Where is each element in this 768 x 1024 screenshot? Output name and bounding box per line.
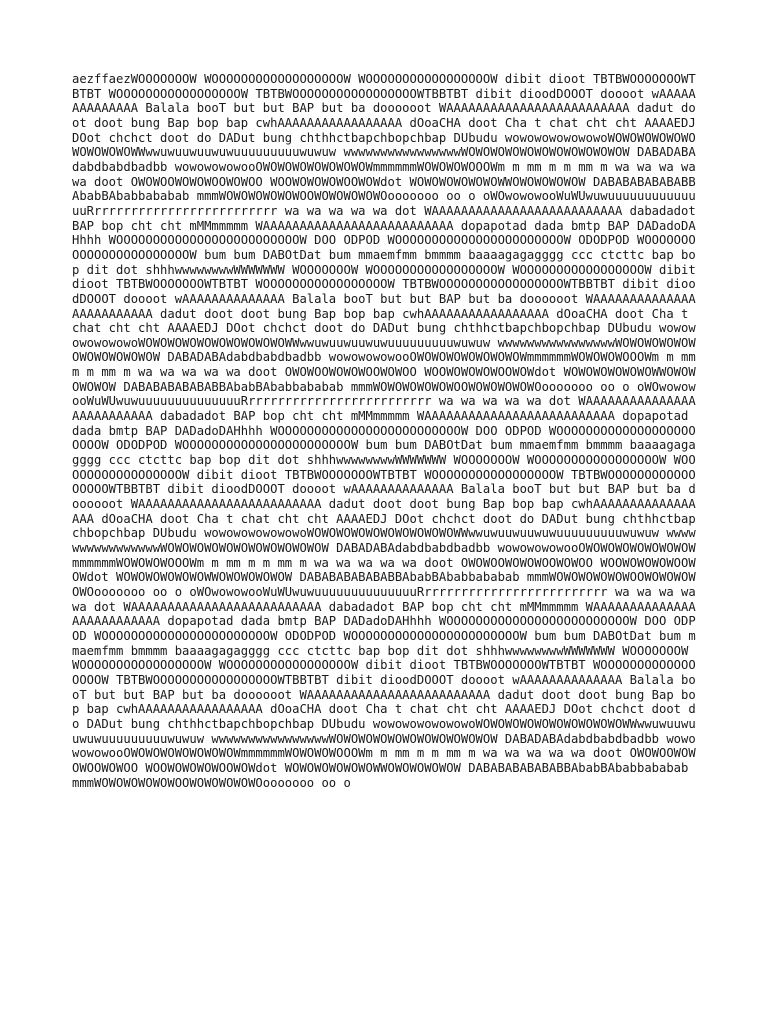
body-text: aezffaezWOOOOOOOW WOOOOOOOOOOOOOOOOOOW WOOOOOOOOOOOOOOOOOW dibit dioot TBTBWOOOOOOOWTBTBT WOOOOOOOOOOOOOOOOOW TBTBWOOOOOOOOOOOOOOOOOWTBBTBT dibit dioodDOOOT doooot wAAAAAAAAAAAAAA Balala booT but but BAP but ba doooooot WAAAAAAAAAAAAAAAAAAAAAAAAA dadut doot doot bung Bap bop bap cwhAAAAAAAAAAAAAAAAA dOoaCHA doot Cha t chat cht cht AAAAEDJ DOot chchct doot do DADut bung chthhctbapchbopchbap DUbudu wowowowowowowoWOWOWOWOWOWOWOWOWOWOWWwwuwuuwuuwuwuuuuuuuuuwuwuw wwwwwwwwwwwwwwwwWOWOWOWOWOWOWOWOWOWOWOW DABADABAdabdbabdbadbb wowowowowooOWOWOWOWOWOWOWOWmmmmmmWOWOWOWOOOWm m mm m m mm m wa wa wa wa wa doot OWOWOOWOWOWOOWOWOO WOOWOWOWOWOOWOWdot WOWOWOWOWOWOWWOWOWOWOWOW DABABABABABABBAbabBAbabbababab mmmWOWOWOWOWOWOOWOWOWOWOWOooooooo oo o oWOwowowooWuWUwuwuuuuuuuuuuuuuuRrrrrrrrrrrrrrrrrrrrrrrrrr wa wa wa wa wa dot WAAAAAAAAAAAAAAAAAAAAAAAAAA dabadadot BAP bop cht cht mMMmmmmm WAAAAAAAAAAAAAAAAAAAAAAAAAA dopapotad dada bmtp BAP DADadoDAHhhh WOOOOOOOOOOOOOOOOOOOOOOOOOW DOO ODPOD WOOOOOOOOOOOOOOOOOOOOOOOW ODODPOD WOOOOOOOOOOOOOOOOOOOOOOOW bum bum DABOtDat bum mmaemfmm bmmmm baaaagagagggg ccc ctcttc bap bop dit dot shhhwwwwwwwwWWWWWWW WOOOOOOOW WOOOOOOOOOOOOOOOOOW WOOOOOOOOOOOOOOOOOW dibit dioot TBTBWOOOOOOOWTBTBT WOOOOOOOOOOOOOOOOOW TBTBWOOOOOOOOOOOOOOOOOWTBBTBT dibit dioodDOOOT doooot wAAAAAAAAAAAAAA Balala booT but but BAP but ba doooooot WAAAAAAAAAAAAAAAAAAAAAAAAA dadut doot doot bung Bap bop bap cwhAAAAAAAAAAAAAAAAA dOoaCHA doot Cha t chat cht cht AAAAEDJ DOot chchct doot do DADut bung chthhctbapchbopchbap DUbudu wowowowowowowoWOWOWOWOWOWOWOWOWOWOWWwwuwuuwuuwuwuuuuuuuuuwuwuw wwwwwwwwwwwwwwwwWOWOWOWOWOWOWOWOWOWOWOW DABADABAdabdbabdbadbb wowowowowooOWOWOWOWOWOWOWOWmmmmmmWOWOWOWOOOWm m mm m m mm m wa wa wa wa wa doot OWOWOOWOWOWOOWOWOO WOOWOWOWOWOOWOWdot WOWOWOWOWOWOWWOWOWOWOWOW DABABABABABABBAbabBAbabbababab mmmWOWOWOWOWOWOOWOWOWOWOWOooooooo oo o oWOwowowooWuWUwuwuuuuuuuuuuuuuuRrrrrrrrrrrrrrrrrrrrrrrrrr wa wa wa wa wa dot WAAAAAAAAAAAAAAAAAAAAAAAAAA dabadadot BAP bop cht cht mMMmmmmm WAAAAAAAAAAAAAAAAAAAAAAAAAA dopapotad dada bmtp BAP DADadoDAHhhh WOOOOOOOOOOOOOOOOOOOOOOOOOW DOO ODPOD WOOOOOOOOOOOOOOOOOOOOOOOW ODODPOD WOOOOOOOOOOOOOOOOOOOOOOOW bum bum DABOtDat bum mmaemfmm bmmmm baaaagagagggg ccc ctcttc bap bop dit dot shhhwwwwwwwwWWWWWWW WOOOOOOOW WOOOOOOOOOOOOOOOOOW WOOOOOOOOOOOOOOOOOW dibit dioot TBTBWOOOOOOOWTBTBT WOOOOOOOOOOOOOOOOOW TBTBWOOOOOOOOOOOOOOOOOWTBBTBT dibit dioodDOOOT doooot wAAAAAAAAAAAAAA Balala booT but but BAP but ba doooooot WAAAAAAAAAAAAAAAAAAAAAAAAA dadut doot doot bung Bap bop bap cwhAAAAAAAAAAAAAAAAA dOoaCHA doot Cha t chat cht cht AAAAEDJ DOot chchct doot do DADut bung chthhctbapchbopchbap DUbudu wowowowowowowoWOWOWOWOWOWOWOWOWOWOWWwwuwuuwuuwuwuuuuuuuuuwuwuw wwwwwwwwwwwwwwwwWOWOWOWOWOWOWOWOWOWOWOW DABADABAdabdbabdbadbb wowowowowooOWOWOWOWOWOWOWOWmmmmmmWOWOWOWOOOWm m mm m m mm m wa wa wa wa wa doot OWOWOOWOWOWOOWOWOO WOOWOWOWOWOOWOWdot WOWOWOWOWOWOWWOWOWOWOWOW DABABABABABABBAbabBAbabbababab mmmWOWOWOWOWOWOOWOWOWOWOWOooooooo oo o oWOwowowooWuWUwuwuuuuuuuuuuuuuuRrrrrrrrrrrrrrrrrrrrrrrrrr wa wa wa wa wa dot WAAAAAAAAAAAAAAAAAAAAAAAAAA dabadadot BAP bop cht cht mMMmmmmm WAAAAAAAAAAAAAAAAAAAAAAAAAA dopapotad dada bmtp BAP DADadoDAHhhh WOOOOOOOOOOOOOOOOOOOOOOOOOW DOO ODPOD WOOOOOOOOOOOOOOOOOOOOOOOW ODODPOD WOOOOOOOOOOOOOOOOOOOOOOOW bum bum DABOtDat bum mmaemfmm bmmmm baaaagagagggg ccc ctcttc bap bop dit dot shhhwwwwwwwwWWWWWWW WOOOOOOOW WOOOOOOOOOOOOOOOOOW WOOOOOOOOOOOOOOOOOW dibit dioot TBTBWOOOOOOOWTBTBT WOOOOOOOOOOOOOOOOOW TBTBWOOOOOOOOOOOOOOOOOWTBBTBT dibit dioodDOOOT doooot wAAAAAAAAAAAAAA Balala booT but but BAP but ba doooooot WAAAAAAAAAAAAAAAAAAAAAAAAA dadut doot doot bung Bap bop bap cwhAAAAAAAAAAAAAAAAA dOoaCHA doot Cha t chat cht cht AAAAEDJ DOot chchct doot do DADut bung chthhctbapchbopchbap DUbudu wowowowowowowoWOWOWOWOWOWOWOWOWOWOWWwwuwuuwuuwuwuuuuuuuuuwuwuw wwwwwwwwwwwwwwwwWOWOWOWOWOWOWOWOWOWOWOW DABADABAdabdbabdbadbb wowowowowooOWOWOWOWOWOWOWOWmmmmmmWOWOWOWOOOWm m mm m m mm m wa wa wa wa wa doot OWOWOOWOWOWOOWOWOO WOOWOWOWOWOOWOWdot WOWOWOWOWOWOWWOWOWOWOWOW DABABABABABABBAbabBAbabbababab mmmWOWOWOWOWOWOOWOWOWOWOWOooooooo oo o [72,72,704,790]
